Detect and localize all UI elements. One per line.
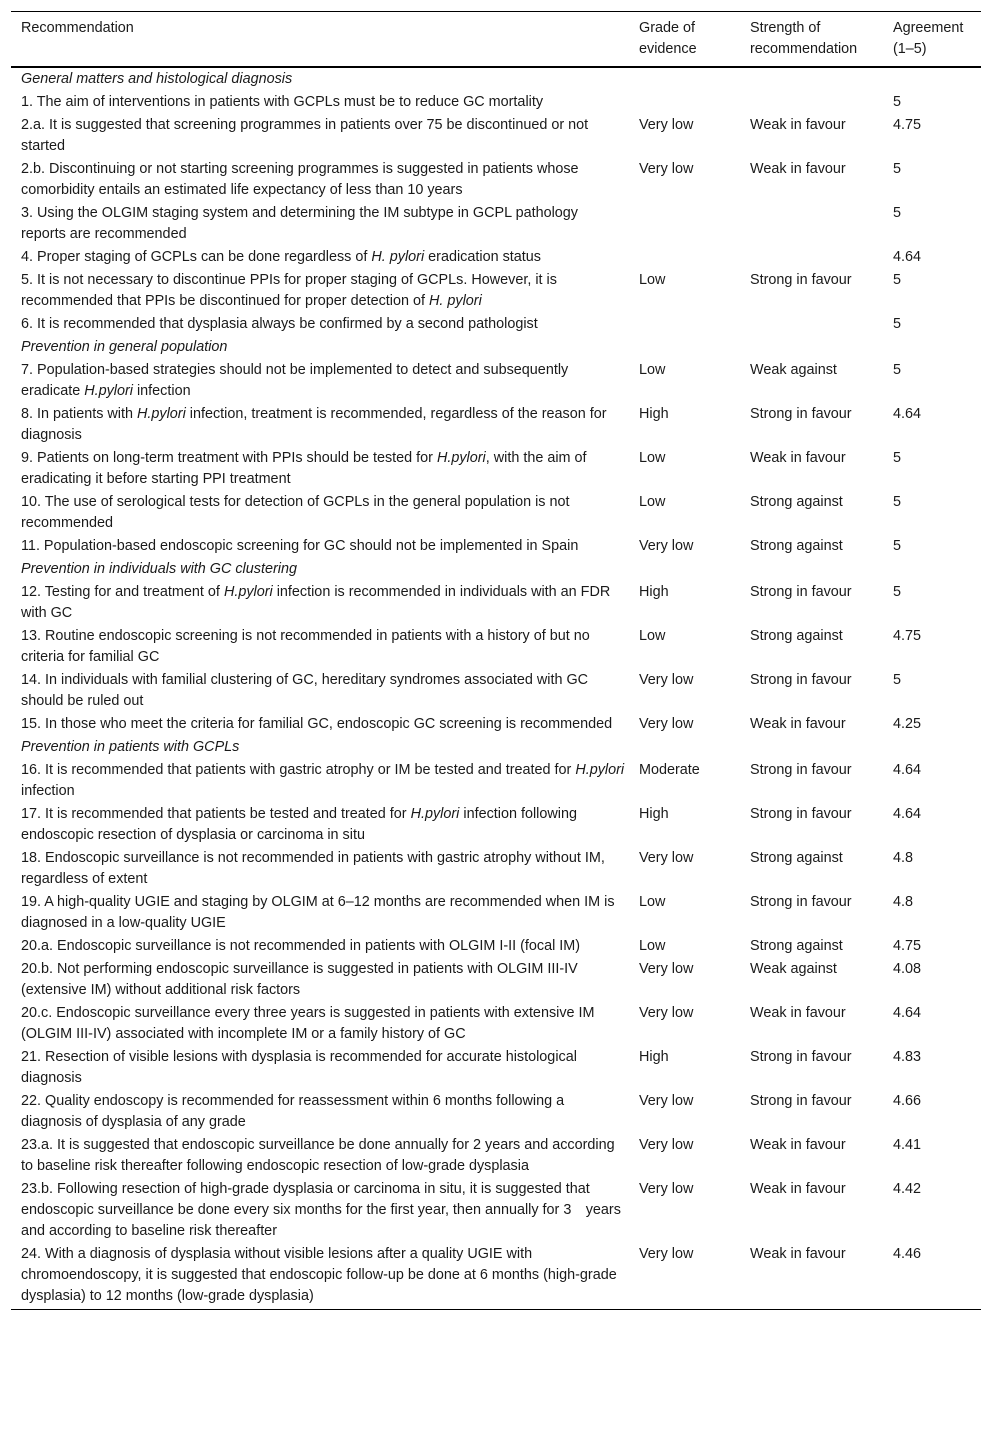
recommendation-cell: 11. Population-based endoscopic screening for GC should not be implemented in Spain: [21, 538, 579, 554]
table-row: [11, 313, 981, 336]
species-name: H. pylori: [428, 293, 482, 309]
agreement-cell: 5: [893, 362, 902, 378]
table-row: [11, 158, 981, 202]
strength-cell: Strong in favour: [750, 272, 852, 288]
strength-cell: Strong against: [750, 628, 843, 644]
recommendation-cell: 24. With a diagnosis of dysplasia without visible lesions after a quality UGIE with chromoendoscopy, it is suggested that endoscopic follow-up be done at 6 months (high-grade dysplasia) to 12 months (low-grade dysplasia): [11, 1243, 629, 1310]
grade-cell: Very low: [639, 961, 694, 977]
recommendation-cell: 1. The aim of interventions in patients with GCPLs must be to reduce GC mortality: [21, 94, 544, 110]
table-header: [11, 12, 981, 68]
strength-cell: Strong in favour: [750, 584, 852, 600]
recommendation-cell: 23.a. It is suggested that endoscopic surveillance be done annually for 2 years and according to baseline risk thereafter following endoscopic resection of low-grade dysplasia: [21, 1137, 615, 1174]
section-title: Prevention in patients with GCPLs: [21, 739, 240, 755]
agreement-cell: 5: [893, 272, 902, 288]
table-row: [11, 403, 981, 447]
table-row: [11, 581, 981, 625]
recommendation-cell: 3. Using the OLGIM staging system and determining the IM subtype in GCPL pathology reports are recommended: [21, 205, 578, 242]
grade-cell: Low: [639, 628, 666, 644]
header-row: [11, 12, 981, 68]
recommendation-cell: 16. It is recommended that patients with gastric atrophy or IM be tested and treated for H.pylori infection: [21, 762, 625, 799]
recommendation-cell: 20.a. Endoscopic surveillance is not recommended in patients with OLGIM I-II (focal IM): [21, 938, 581, 954]
table-row: [11, 91, 981, 114]
recommendations-table: [11, 11, 981, 1310]
section-header-row: [11, 336, 981, 359]
table-row: [11, 246, 981, 269]
agreement-cell: 5: [893, 161, 902, 177]
grade-cell: High: [639, 1049, 669, 1065]
table-row: [11, 891, 981, 935]
grade-cell: High: [639, 806, 669, 822]
agreement-cell: 5: [893, 538, 902, 554]
grade-cell: Very low: [639, 716, 694, 732]
strength-cell: Weak in favour: [750, 716, 846, 732]
agreement-cell: 5: [893, 494, 902, 510]
strength-cell: [740, 246, 883, 269]
table-row: [11, 491, 981, 535]
strength-cell: [740, 91, 883, 114]
table-row: [11, 1046, 981, 1090]
species-name: H.pylori: [575, 762, 625, 778]
section-header-row: [11, 67, 981, 91]
agreement-cell: 4.66: [893, 1093, 922, 1109]
grade-cell: [629, 313, 740, 336]
grade-cell: Low: [639, 362, 666, 378]
agreement-cell: 4.42: [893, 1181, 922, 1197]
table-row: [11, 1178, 981, 1243]
strength-cell: Weak against: [750, 961, 837, 977]
strength-cell: Strong against: [750, 494, 843, 510]
agreement-cell: 4.83: [893, 1049, 922, 1065]
agreement-cell: 4.64: [893, 406, 922, 422]
table-row: [11, 759, 981, 803]
strength-cell: Strong in favour: [750, 806, 852, 822]
strength-cell: [740, 202, 883, 246]
grade-cell: High: [639, 584, 669, 600]
table-row: [11, 1243, 981, 1310]
strength-cell: Strong in favour: [750, 1049, 852, 1065]
grade-cell: Very low: [639, 1093, 694, 1109]
grade-cell: Low: [639, 938, 666, 954]
species-name: H.pylori: [436, 450, 486, 466]
agreement-cell: 5: [893, 94, 902, 110]
grade-cell: Very low: [639, 117, 694, 133]
strength-cell: Strong in favour: [750, 1093, 852, 1109]
table-row: [11, 1090, 981, 1134]
recommendation-cell: 2.a. It is suggested that screening programmes in patients over 75 be discontinued or not started: [21, 117, 589, 154]
strength-cell: Weak in favour: [750, 1005, 846, 1021]
header-grade: Grade of evidence: [629, 12, 740, 68]
header-agreement: Agreement (1–5): [883, 12, 981, 68]
recommendation-cell: 20.c. Endoscopic surveillance every three years is suggested in patients with extensive IM (OLGIM III-IV) associated with incomplete IM or a family history of GC: [21, 1005, 595, 1042]
recommendation-cell: 4. Proper staging of GCPLs can be done regardless of H. pylori eradication status: [21, 249, 541, 265]
recommendation-cell: 13. Routine endoscopic screening is not recommended in patients with a history of but no criteria for familial GC: [21, 628, 590, 665]
table-row: [11, 359, 981, 403]
table-row: [11, 269, 981, 313]
agreement-cell: 4.64: [893, 762, 922, 778]
table-row: [11, 958, 981, 1002]
section-title: Prevention in general population: [21, 339, 228, 355]
table-row: [11, 1002, 981, 1046]
strength-cell: Strong in favour: [750, 406, 852, 422]
recommendation-cell: 7. Population-based strategies should not be implemented to detect and subsequently eradicate H.pylori infection: [21, 362, 569, 399]
agreement-cell: 4.75: [893, 117, 922, 133]
strength-cell: Weak in favour: [750, 1181, 846, 1197]
recommendation-cell: 19. A high-quality UGIE and staging by OLGIM at 6–12 months are recommended when IM is diagnosed in a low-quality UGIE: [21, 894, 615, 931]
strength-cell: Strong in favour: [750, 894, 852, 910]
agreement-cell: 5: [893, 450, 902, 466]
agreement-cell: 4.25: [893, 716, 922, 732]
table-body: [11, 67, 981, 1310]
recommendation-cell: 8. In patients with H.pylori infection, treatment is recommended, regardless of the reason for diagnosis: [21, 406, 607, 443]
grade-cell: Moderate: [639, 762, 700, 778]
recommendation-cell: 10. The use of serological tests for detection of GCPLs in the general population is not recommended: [21, 494, 570, 531]
grade-cell: Low: [639, 450, 666, 466]
recommendation-cell: 21. Resection of visible lesions with dysplasia is recommended for accurate histological diagnosis: [21, 1049, 577, 1086]
grade-cell: Very low: [629, 1243, 740, 1310]
grade-cell: Very low: [639, 538, 694, 554]
table-row: [11, 1134, 981, 1178]
grade-cell: Very low: [639, 850, 694, 866]
strength-cell: Weak in favour: [750, 1137, 846, 1153]
grade-cell: [629, 202, 740, 246]
table-row: [11, 535, 981, 558]
grade-cell: [629, 246, 740, 269]
recommendation-cell: 12. Testing for and treatment of H.pylori infection is recommended in individuals with an FDR with GC: [21, 584, 611, 621]
agreement-cell: 5: [893, 205, 902, 221]
agreement-cell: 4.64: [893, 806, 922, 822]
table-row: [11, 114, 981, 158]
recommendation-cell: 2.b. Discontinuing or not starting screening programmes is suggested in patients whose comorbidity entails an estimated life expectancy of less than 10 years: [21, 161, 579, 198]
agreement-cell: 4.64: [893, 249, 922, 265]
recommendation-cell: 9. Patients on long-term treatment with PPIs should be tested for H.pylori, with the aim of eradicating it before starting PPI treatment: [21, 450, 587, 487]
grade-cell: Very low: [639, 1137, 694, 1153]
header-recommendation: Recommendation: [11, 12, 629, 68]
grade-cell: High: [639, 406, 669, 422]
agreement-cell: 5: [893, 316, 902, 332]
recommendation-cell: 18. Endoscopic surveillance is not recommended in patients with gastric atrophy without IM, regardless of extent: [21, 850, 605, 887]
section-header-row: [11, 558, 981, 581]
recommendation-cell: 22. Quality endoscopy is recommended for reassessment within 6 months following a diagnosis of dysplasia of any grade: [21, 1093, 565, 1130]
agreement-cell: 4.8: [893, 850, 914, 866]
strength-cell: Strong against: [750, 538, 843, 554]
table-row: [11, 935, 981, 958]
table-row: [11, 803, 981, 847]
table-row: [11, 625, 981, 669]
strength-cell: Weak in favour: [740, 1243, 883, 1310]
grade-cell: Very low: [639, 161, 694, 177]
agreement-cell: 4.41: [893, 1137, 922, 1153]
species-name: H. pylori: [371, 249, 425, 265]
table-row: [11, 713, 981, 736]
strength-cell: Weak in favour: [750, 161, 846, 177]
recommendation-cell: 15. In those who meet the criteria for familial GC, endoscopic GC screening is recommended: [21, 716, 613, 732]
strength-cell: Weak in favour: [750, 117, 846, 133]
recommendations-table-container: [11, 11, 981, 1310]
header-strength: Strength of recommendation: [740, 12, 883, 68]
recommendation-cell: 17. It is recommended that patients be tested and treated for H.pylori infection following endoscopic resection of dysplasia or carcinoma in situ: [21, 806, 577, 843]
agreement-cell: 4.8: [893, 894, 914, 910]
strength-cell: Strong against: [750, 938, 843, 954]
section-title: Prevention in individuals with GC clustering: [21, 561, 297, 577]
recommendation-cell: 5. It is not necessary to discontinue PPIs for proper staging of GCPLs. However, it is recommended that PPIs be discontinued for proper detection of H. pylori: [21, 272, 557, 309]
table-row: [11, 447, 981, 491]
grade-cell: Very low: [639, 672, 694, 688]
agreement-cell: 5: [893, 672, 902, 688]
grade-cell: Very low: [639, 1181, 694, 1197]
strength-cell: Strong against: [750, 850, 843, 866]
strength-cell: Weak against: [750, 362, 837, 378]
recommendation-cell: 6. It is recommended that dysplasia always be confirmed by a second pathologist: [21, 316, 538, 332]
agreement-cell: 4.46: [883, 1243, 981, 1310]
agreement-cell: 4.64: [893, 1005, 922, 1021]
agreement-cell: 4.75: [893, 938, 922, 954]
species-name: H.pylori: [410, 806, 460, 822]
agreement-cell: 4.75: [893, 628, 922, 644]
strength-cell: Strong in favour: [750, 672, 852, 688]
grade-cell: Very low: [639, 1005, 694, 1021]
section-header-row: [11, 736, 981, 759]
strength-cell: Strong in favour: [750, 762, 852, 778]
species-name: H.pylori: [84, 383, 133, 399]
strength-cell: [740, 313, 883, 336]
agreement-cell: 5: [893, 584, 902, 600]
species-name: H.pylori: [223, 584, 273, 600]
species-name: H.pylori: [137, 406, 186, 422]
section-title: General matters and histological diagnosis: [21, 71, 293, 87]
grade-cell: Low: [639, 494, 666, 510]
table-row: [11, 847, 981, 891]
recommendation-cell: 14. In individuals with familial clustering of GC, hereditary syndromes associated with GC should be ruled out: [21, 672, 589, 709]
grade-cell: Low: [639, 894, 666, 910]
table-row: [11, 669, 981, 713]
grade-cell: [629, 91, 740, 114]
table-row: [11, 202, 981, 246]
agreement-cell: 4.08: [893, 961, 922, 977]
strength-cell: Weak in favour: [750, 450, 846, 466]
recommendation-cell: 23.b. Following resection of high-grade dysplasia or carcinoma in situ, it is suggested that endoscopic surveillance be done every six months for the first year, then annually for 3 years and according to baseline risk thereafter: [21, 1181, 621, 1239]
recommendation-cell: 20.b. Not performing endoscopic surveillance is suggested in patients with OLGIM III-IV (extensive IM) without additional risk factors: [21, 961, 578, 998]
grade-cell: Low: [639, 272, 666, 288]
